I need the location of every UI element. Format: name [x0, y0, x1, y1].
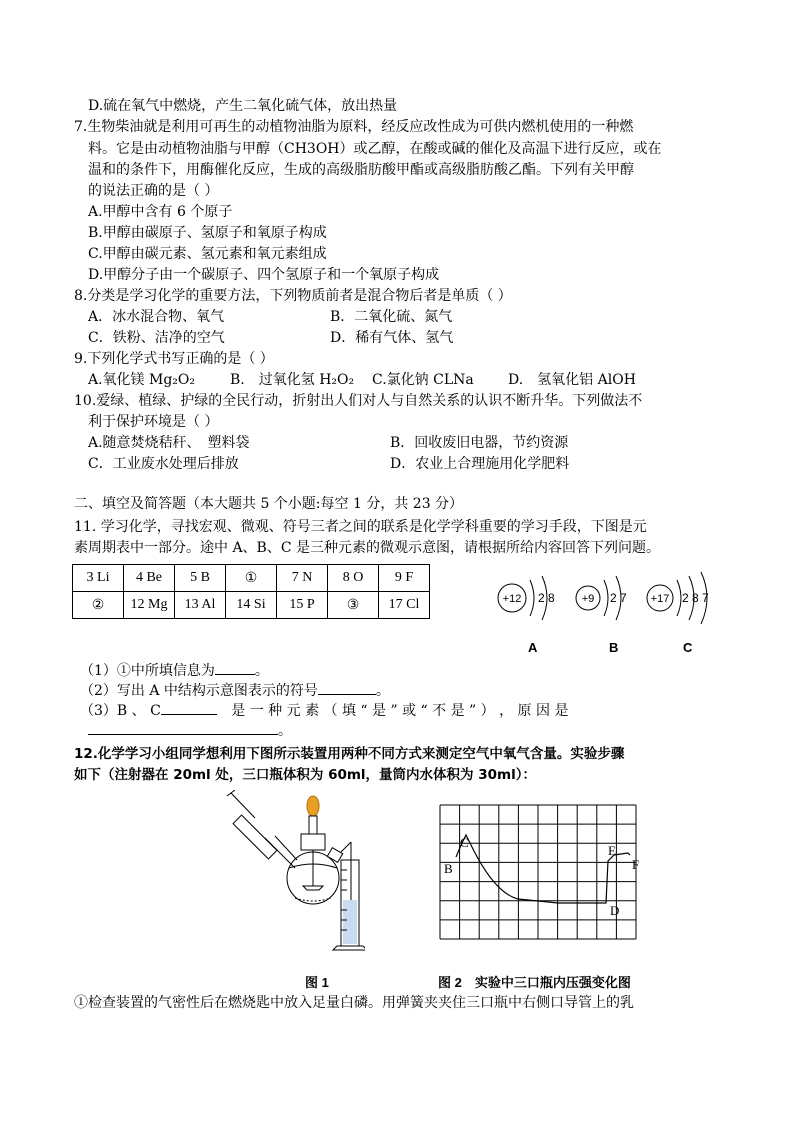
figure-2-caption: 图 2 实验中三口瓶内压强变化图 [438, 975, 631, 990]
atom-b-label: B [609, 640, 619, 655]
period: 。 [375, 683, 390, 699]
periodic-table-fragment [72, 564, 430, 619]
table-cell: 4 Be [124, 565, 175, 592]
graduated-cylinder-icon [333, 860, 365, 950]
answer-blank[interactable] [318, 680, 376, 695]
q9-stem: 9.下列化学式书写正确的是（ ） [74, 351, 274, 367]
table-cell: 8 O [328, 565, 379, 592]
line-q6-d: D.硫在氧气中燃烧，产生二氧化硫气体，放出热量 [88, 98, 398, 114]
graph-point-f: F [632, 857, 640, 872]
atom-a-nucleus: +12 [502, 593, 522, 605]
q8-option-a: A．冰水混合物、氧气 [88, 309, 225, 325]
table-row [73, 592, 430, 619]
atom-c [647, 572, 709, 624]
pressure-curve [456, 835, 630, 903]
table-cell: 7 N [277, 565, 328, 592]
atom-a-label: A [528, 640, 538, 655]
q11-sub-3-text-b: 是 一 种 元 素 （ 填 “ 是 ” 或 “ 不 是 ” ） ， 原 因 是 [231, 703, 569, 719]
table-cell: 13 Al [175, 592, 226, 619]
q10-option-c: C．工业废水处理后排放 [88, 456, 239, 472]
q9-option-c: C.氯化钠 CLNa [372, 372, 474, 388]
q12-step-1: ①检查装置的气密性后在燃烧匙中放入足量白磷。用弹簧夹夹住三口瓶中右侧口导管上的乳 [74, 995, 634, 1011]
atom-b [576, 576, 627, 620]
q8-option-c: C．铁粉、洁净的空气 [88, 330, 225, 346]
q9-option-d: D. 氢氧化铝 AlOH [508, 372, 636, 388]
q10-option-d: D．农业上合理施用化学肥料 [390, 456, 570, 472]
table-row [73, 565, 430, 592]
q7-option-b: B.甲醇由碳原子、氢原子和氧原子构成 [88, 225, 327, 241]
atom-a-shells: 2 8 [538, 591, 555, 605]
graph-point-c: C [460, 835, 469, 850]
figure-1-caption: 图 1 [305, 975, 329, 990]
graph-point-d: D [610, 903, 620, 918]
q8-stem: 8.分类是学习化学的重要方法，下列物质前者是混合物后者是单质（ ） [74, 288, 512, 304]
q10-option-b: B．回收废旧电器，节约资源 [390, 435, 569, 451]
q7-option-a: A.甲醇中含有 6 个原子 [88, 204, 233, 220]
pressure-graph [438, 803, 644, 943]
syringe-icon [227, 790, 297, 868]
atom-b-shells: 2 7 [610, 591, 627, 605]
table-cell: ② [73, 592, 124, 619]
graph-grid [440, 805, 636, 939]
q7-stem-1: 7.生物柴油就是利用可再生的动植物油脂为原料，经反应改性成为可供内燃机使用的一种燃 [74, 119, 634, 135]
q7-option-c: C.甲醇由碳元素、氢元素和氧元素组成 [88, 246, 327, 262]
q11-sub-3 [80, 700, 568, 721]
q7-stem-4: 的说法正确的是（ ） [88, 183, 219, 199]
q11-sub-2 [80, 680, 390, 701]
q8-option-d: D．稀有气体、氢气 [330, 330, 454, 346]
q11-sub-1-text: （1）①中所填信息为 [80, 663, 215, 679]
table-cell: 17 Cl [379, 592, 430, 619]
q10-option-a: A.随意焚烧秸秆、 塑料袋 [88, 435, 250, 451]
table-cell: 12 Mg [124, 592, 175, 619]
q9-option-b: B. 过氧化氢 H₂O₂ [230, 372, 355, 388]
graph-point-e: E [608, 843, 616, 858]
section-2-heading: 二、填空及简答题（本大题共 5 个小题:每空 1 分，共 23 分） [74, 496, 464, 512]
q7-stem-3: 温和的条件下，用酶催化反应，生成的高级脂肪酸甲酯或高级脂肪酸乙酯。下列有关甲醇 [88, 162, 634, 178]
q11-sub-2-text: （2）写出 A 中结构示意图表示的符号 [80, 683, 318, 699]
table-cell: 9 F [379, 565, 430, 592]
q11-sub-3-cont [88, 720, 292, 741]
atom-c-shells: 2 8 7 [682, 591, 709, 605]
q11-sub-1 [80, 660, 269, 681]
table-cell: 3 Li [73, 565, 124, 592]
period: 。 [278, 723, 292, 739]
table-cell: 14 Si [226, 592, 277, 619]
apparatus-figure [225, 790, 365, 960]
atom-c-nucleus: +17 [650, 593, 670, 605]
table-cell: 15 P [277, 592, 328, 619]
q10-stem-2: 利于保护环境是（ ） [88, 414, 219, 430]
table-cell: ③ [328, 592, 379, 619]
q11-stem-1: 11. 学习化学，寻找宏观、微观、符号三者之间的联系是化学学科重要的学习手段，下图是元 [74, 519, 647, 535]
q9-option-a: A.氧化镁 Mg₂O₂ [88, 372, 196, 388]
answer-blank[interactable] [161, 700, 217, 715]
answer-blank[interactable] [88, 720, 278, 735]
q8-option-b: B．二氧化硫、氮气 [330, 309, 453, 325]
period: 。 [254, 663, 269, 679]
table-cell: 5 B [175, 565, 226, 592]
q12-stem-2: 如下（注射器在 20ml 处，三口瓶体积为 60ml，量筒内水体积为 30ml）： [74, 767, 536, 783]
q10-stem-1: 10.爱绿、植绿、护绿的全民行动，折射出人们对人与自然关系的认识不断升华。下列做法不 [74, 393, 643, 409]
graph-point-b: B [444, 861, 453, 876]
q11-stem-2: 素周期表中一部分。途中 A、B、C 是三种元素的微观示意图，请根据所给内容回答下列问题。 [74, 540, 661, 556]
atom-b-nucleus: +9 [581, 593, 595, 605]
q12-stem-1: 12.化学学习小组同学想利用下图所示装置用两种不同方式来测定空气中氧气含量。实验步骤 [74, 746, 625, 762]
atom-structure-diagrams [490, 566, 740, 630]
q11-sub-3-text-a: （3）B 、 C [80, 703, 161, 719]
q7-option-d: D.甲醇分子由一个碳原子、四个氢原子和一个氧原子构成 [88, 267, 440, 283]
atom-a [498, 576, 555, 620]
atom-c-label: C [683, 640, 693, 655]
table-cell: ① [226, 565, 277, 592]
q7-stem-2: 料。它是由动植物油脂与甲醇（CH3OH）或乙醇，在酸或碱的催化及高温下进行反应，或在 [88, 141, 662, 157]
answer-blank[interactable] [215, 660, 255, 675]
